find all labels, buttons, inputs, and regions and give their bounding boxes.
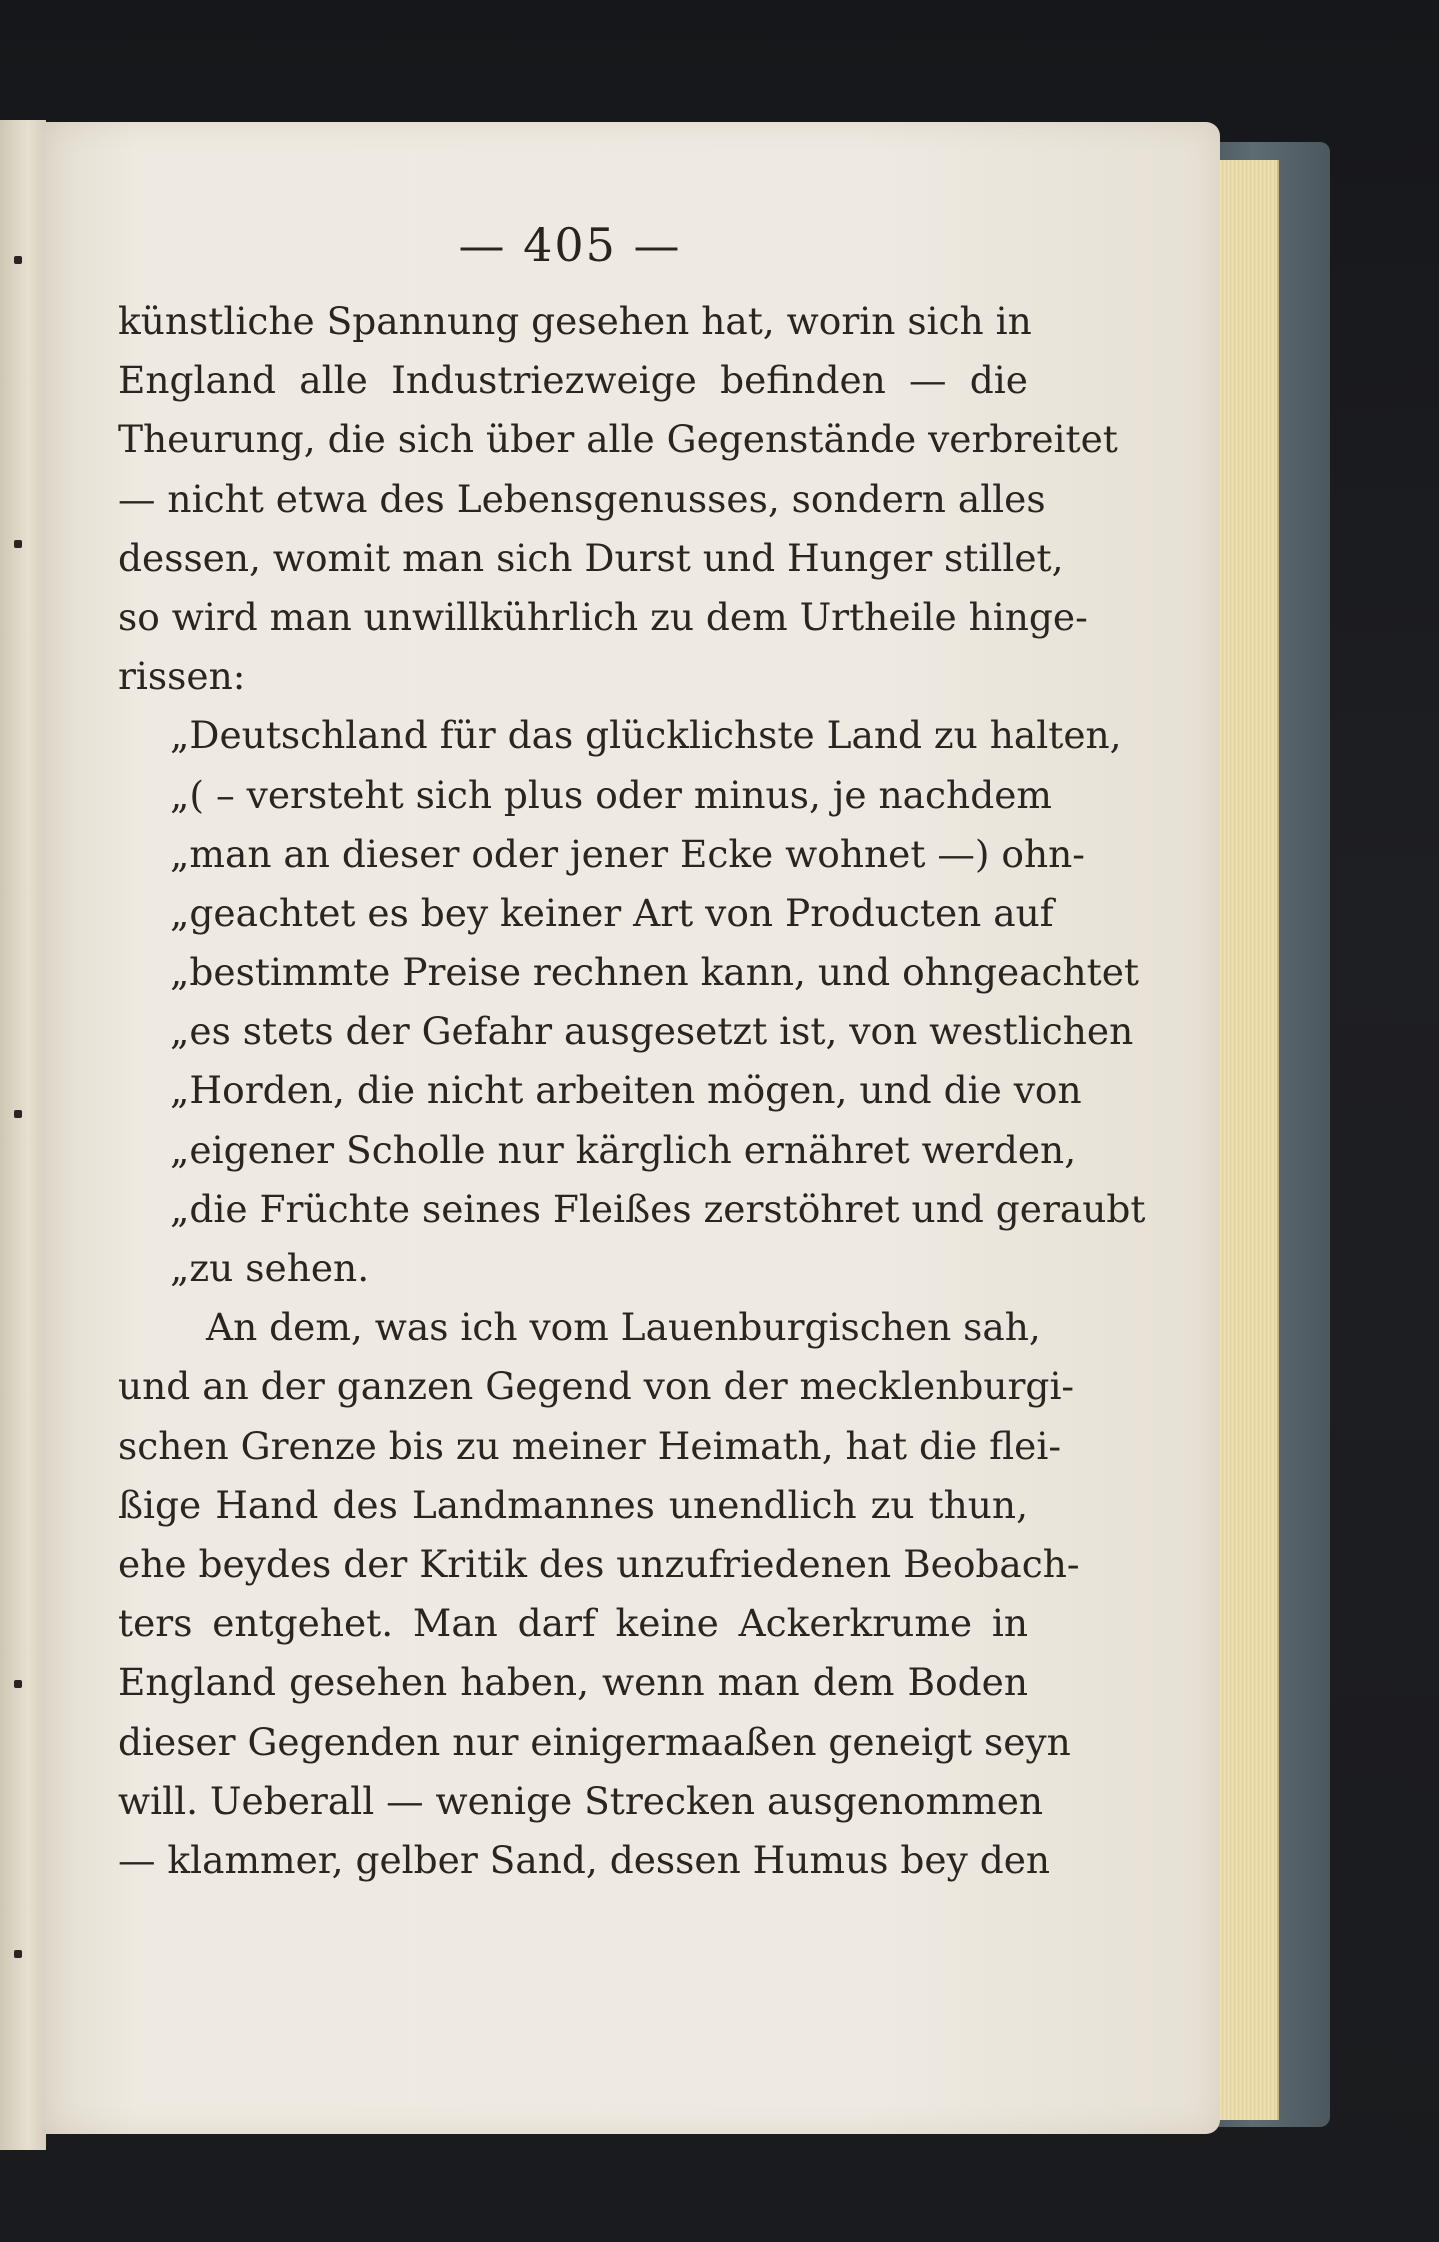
quote-line: „Horden, die nicht arbeiten mögen, und die von: [170, 1068, 1082, 1113]
body-text: [118, 292, 1146, 1890]
gutter-mark: [14, 256, 22, 264]
gutter-mark: [14, 1110, 22, 1118]
text-line: ters entgehet. Man darf keine Ackerkrume in: [118, 1601, 1028, 1646]
text-line: ßige Hand des Landmannes unendlich zu thun,: [118, 1482, 1028, 1527]
text-line: künstliche Spannung gesehen hat, worin sich in: [118, 299, 1032, 343]
text-line: An dem, was ich vom Lauenburgischen sah,: [206, 1305, 1041, 1350]
gutter-mark: [14, 1950, 22, 1958]
quote-line: „zu sehen.: [170, 1246, 370, 1290]
binding-gutter: [0, 120, 46, 2150]
quote-line: „die Früchte seines Fleißes zerstöhret und geraubt: [170, 1186, 1146, 1231]
text-line: dessen, womit man sich Durst und Hunger stillet,: [118, 535, 1064, 580]
page-number: — 405 —: [458, 218, 682, 272]
gutter-mark: [14, 1680, 22, 1688]
text-line: England alle Industriezweige befinden — die: [118, 358, 1028, 403]
text-line: — klammer, gelber Sand, dessen Humus bey den: [118, 1837, 1051, 1882]
quote-line: „es stets der Gefahr ausgesetzt ist, von westlichen: [170, 1009, 1134, 1054]
quote-line: „eigener Scholle nur kärglich ernähret werden,: [170, 1127, 1077, 1172]
text-line: ehe beydes der Kritik des unzufriedenen Beobach-: [118, 1541, 1080, 1586]
text-line: dieser Gegenden nur einigermaaßen geneigt seyn: [118, 1719, 1071, 1764]
text-line: und an der ganzen Gegend von der mecklenburgi-: [118, 1364, 1075, 1409]
text-line: rissen:: [118, 654, 246, 699]
text-line: England gesehen haben, wenn man dem Boden: [118, 1660, 1028, 1705]
gutter-mark: [14, 540, 22, 548]
quote-line: „geachtet es bey keiner Art von Producten auf: [170, 890, 1054, 935]
quote-line: „man an dieser oder jener Ecke wohnet —) ohn-: [170, 831, 1085, 876]
text-line: so wird man unwillkührlich zu dem Urtheile hinge-: [118, 594, 1088, 639]
text-line: Theurung, die sich über alle Gegenstände verbreitet: [118, 417, 1118, 462]
quote-line: „Deutschland für das glücklichste Land zu halten,: [170, 713, 1122, 758]
quote-line: „( – versteht sich plus oder minus, je nachdem: [170, 772, 1052, 817]
text-line: schen Grenze bis zu meiner Heimath, hat die flei-: [118, 1423, 1062, 1468]
text-line: will. Ueberall — wenige Strecken ausgenommen: [118, 1778, 1044, 1823]
text-line: — nicht etwa des Lebensgenusses, sondern alles: [118, 476, 1046, 521]
quote-line: „bestimmte Preise rechnen kann, und ohngeachtet: [170, 950, 1139, 995]
